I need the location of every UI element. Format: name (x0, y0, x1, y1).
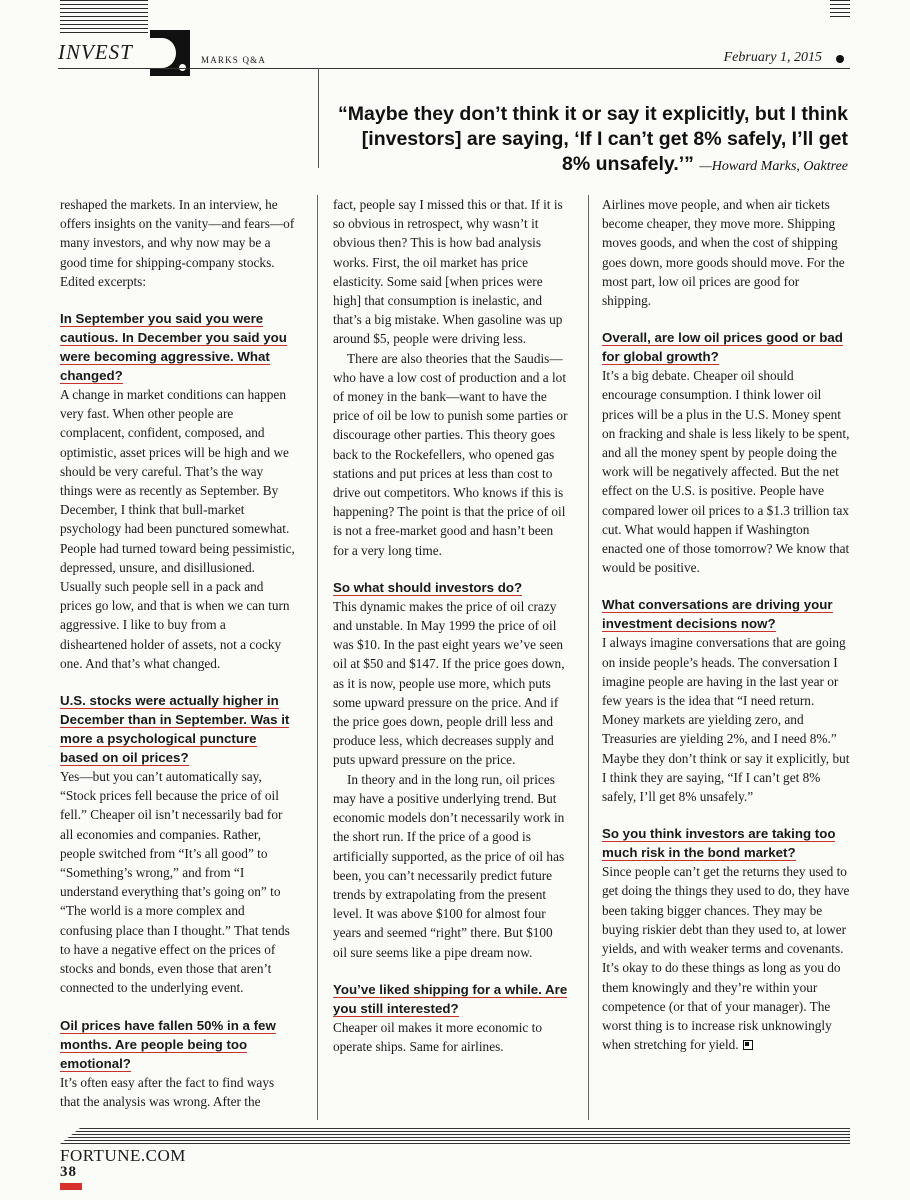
article-column-3 (602, 195, 850, 1054)
question-heading (602, 824, 850, 862)
question-heading (333, 578, 569, 597)
page-number: 38 (60, 1164, 77, 1180)
subsection-label: MARKS Q&A (201, 55, 267, 65)
question-text: Oil prices have fallen 50% in a few months. Are people being too emotional? (60, 1017, 276, 1071)
header-rule (58, 68, 850, 69)
end-mark-icon (743, 1040, 753, 1050)
pull-quote-text: “Maybe they don’t think it or say it explicitly, but I think [investors] are saying, ‘If I can’t get 8% safely, I’ll get 8% unsafely.’” (338, 103, 848, 175)
pull-quote-attribution: —Howard Marks, Oaktree (699, 159, 848, 174)
intro-paragraph: reshaped the markets. In an interview, he offers insights on the vanity—and fears—of many investors, and why now may be a good time for shipping-company stocks. Edited excerpts: (60, 197, 295, 289)
answer-paragraph: fact, people say I missed this or that. If it is so obvious in retrospect, why wasn’t it obvious then? This is how bad analysis works. First, the oil market has price elasticity. Some said [when prices were high] that consumption is inelastic, and that’s a big mistake. When gasoline was up around $5, people were driving less. (333, 197, 563, 347)
answer-paragraph: Cheaper oil makes it more economic to operate ships. Same for airlines. (333, 1019, 542, 1054)
answer-text: Since people can’t get the returns they used to get doing the things they used to do, they have been taking bigger chances. They may be buying riskier debt than they used to, at lower yields, and with weaker terms and covenants. It’s okay to do these things as long as you do them knowingly and they’re within your competence (or that of your manager). The worst thing is to increase risk unknowingly when stretching for yield. (602, 864, 850, 1053)
question-text: U.S. stocks were actually higher in December than in September. Was it more a psychological puncture based on oil prices? (60, 693, 290, 766)
question-text: Overall, are low oil prices good or bad for global growth? (602, 330, 843, 365)
footer-site: FORTUNE.COM (60, 1146, 186, 1165)
answer-paragraph: This dynamic makes the price of oil crazy and unstable. In May 1999 the price of oil was $10. In the past eight years we’ve seen oil at $50 and $147. If the price goes down, as it is now, people use more, which puts some upward pressure on the price. And if the price goes down, people drill less and produce less, which decreases supply and puts upward pressure on the price. (333, 598, 565, 768)
question-text: So you think investors are taking too much risk in the bond market? (602, 826, 836, 861)
answer-paragraph: Airlines move people, and when air tickets become cheaper, they move more. Shipping moves goods, and when the cost of shipping goes down, more goods should move. For the most part, low oil prices are good for shipping. (602, 197, 845, 309)
fortune-logo-icon (150, 30, 190, 76)
answer-paragraph (602, 862, 850, 1054)
answer-paragraph: It’s often easy after the fact to find ways that the analysis was wrong. After the (60, 1074, 275, 1109)
question-text: What conversations are driving your investment decisions now? (602, 597, 833, 632)
answer-paragraph: It’s a big debate. Cheaper oil should encourage consumption. I think lower oil prices will be a plus in the U.S. Money spent on fracking and shale is less likely to be spent, and all the money spent by people doing the work will be negatively affected. But the net effect on the U.S. is positive. People have compared lower oil prices to a $1.3 trillion tax cut. What would happen if Washington enacted one of those tomorrow? We know that would be positive. (602, 368, 850, 576)
footer-red-bar (60, 1183, 82, 1190)
answer-paragraph: Yes—but you can’t automatically say, “Stock prices fell because the price of oil fell.” Cheaper oil isn’t necessarily bad for all economies and companies. Rather, people switched from “It’s all good” to “Something’s wrong,” and from “I understand everything that’s going on” to “The world is a more complex and confusing place than I thought.” That tends to have a negative effect on the prices of stocks and bonds, even those that aren’t connected to the underlying event. (60, 769, 290, 996)
question-heading (333, 980, 569, 1018)
pull-quote (330, 102, 848, 179)
question-text: You’ve liked shipping for a while. Are you still interested? (333, 981, 568, 1016)
header-stripes-decoration (60, 0, 148, 34)
footer-stripes-decoration (60, 1128, 850, 1144)
question-heading (60, 1016, 296, 1073)
question-heading (60, 309, 296, 385)
answer-paragraph: There are also theories that the Saudis—who have a low cost of production and a lot of money in the bank—want to have the price of oil be low to punish some parties or discourage other parties. This theory goes back to the Rockefellers, who opened gas stations and put prices at less than cost to drive out competitors. Who knows if this is happening? The point is that the price of oil is not a free-market good and hasn’t been for a very long time. (333, 350, 568, 558)
section-label: INVEST (58, 40, 133, 64)
header-divider (318, 68, 319, 168)
column-divider (317, 195, 318, 1120)
header-stripes-right-decoration (830, 0, 850, 20)
question-heading (602, 595, 850, 633)
issue-date: February 1, 2015 (723, 50, 822, 65)
answer-paragraph: In theory and in the long run, oil prices may have a positive underlying trend. But economic models don’t necessarily work in the short run. If the price of a good is artificially supported, as the price of oil has been, you can’t necessarily predict future trends by extrapolating from the present level. It was above $100 for almost four years and seemed “right” there. But $100 oil sure seems like a pipe dream now. (333, 771, 565, 960)
column-divider (588, 195, 589, 1120)
answer-paragraph: I always imagine conversations that are going on inside people’s heads. The conversation I imagine people are having in the last year or few years is the idea that “I need return. Money markets are yielding zero, and Treasuries are yielding 2%, and I need 8%.” Maybe they don’t think or say it explicitly, but I think they are saying, “If I can’t get 8% safely, I’ll get 8% unsafely.” (602, 635, 850, 805)
article-column-2 (333, 195, 569, 1056)
question-heading (60, 691, 296, 767)
question-text: In September you said you were cautious. In December you said you were becoming aggressive. What changed? (60, 311, 287, 384)
bullet-icon (836, 55, 844, 63)
question-text: So what should investors do? (333, 579, 523, 595)
article-column-1 (60, 195, 296, 1111)
answer-paragraph: A change in market conditions can happen very fast. When other people are complacent, confident, composed, and optimistic, asset prices will be high and we should be very careful. That’s the way things were as recently as September. By December, I think that bull-market psychology had been punctured somewhat. People had turned toward being pessimistic, depressed, unsure, and disillusioned. Usually such people sell in a pack and prices go low, and that is when we can turn aggressive. I like to buy from a disheartened holder of assets, not a cocky one. And that’s what changed. (60, 387, 295, 671)
question-heading (602, 328, 850, 366)
